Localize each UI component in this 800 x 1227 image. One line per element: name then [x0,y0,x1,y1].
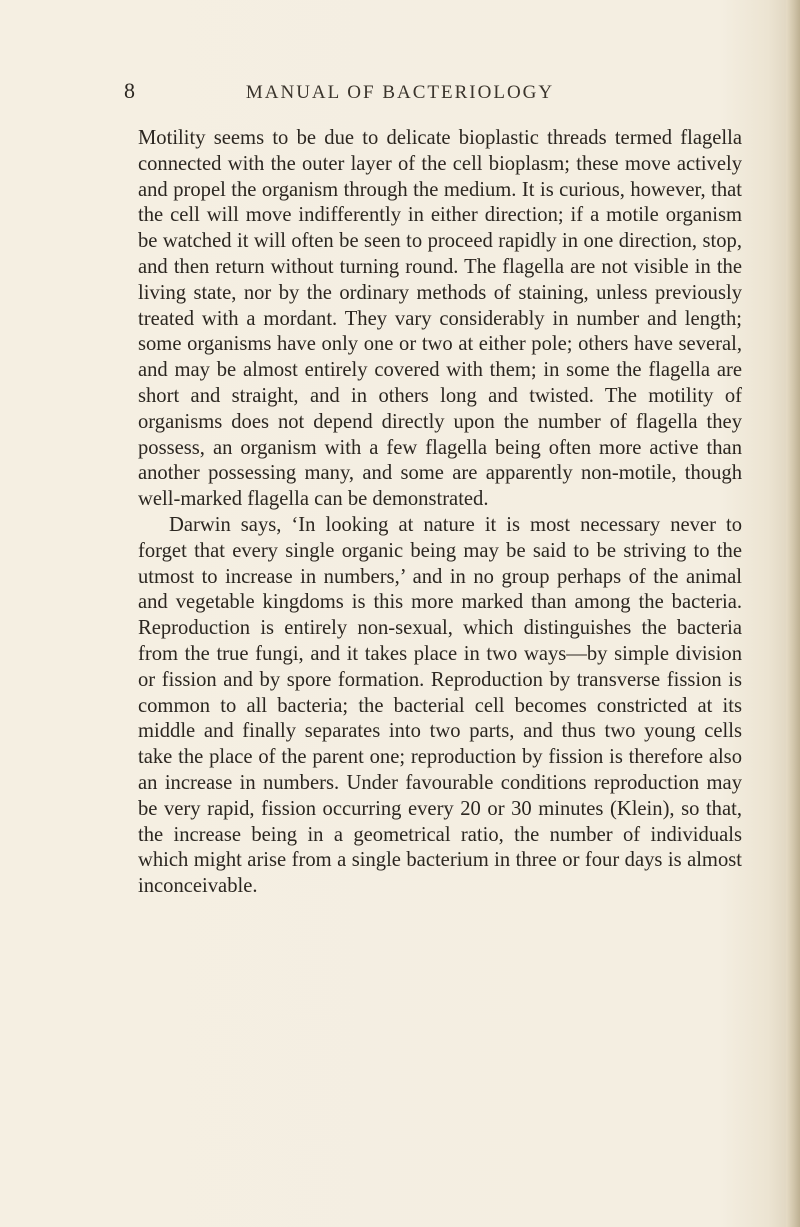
paragraph-motility: Motility seems to be due to delicate bioplastic threads termed flagella connected with the outer layer of the cell bioplasm; these move actively and propel the organism through the medium. It is curious, however, that the cell will move indifferently in either direction; if a motile organism be watched it will often be seen to proceed rapidly in one direction, stop, and then return without turning round. The flagella are not visible in the living state, nor by the ordinary methods of staining, unless previously treated with a mordant. They vary considerably in number and length; some organisms have only one or two at either pole; others have several, and may be almost entirely covered with them; in some the flagella are short and straight, and in others long and twisted. The motility of organisms does not depend directly upon the number of flagella they possess, an organism with a few flagella being often more active than another possessing many, and some are apparently non-motile, though well-marked flagella can be demonstrated. [138,127,742,511]
page-number: 8 [124,78,135,103]
page-edge-shadow [786,0,800,1227]
body-text [138,126,742,900]
running-head: MANUAL OF BACTERIOLOGY [245,82,555,103]
paragraph-reproduction: Darwin says, ‘In looking at nature it is most necessary never to forget that every single organic being may be said to be striving to the utmost to increase in numbers,’ and in no group perhaps of the animal and vegetable kingdoms is this more marked than among the bacteria. Reproduction is entirely non-sexual, which distinguishes the bacteria from the true fungi, and it takes place in two ways—by simple division or fission and by spore formation. Reproduction by transverse fission is common to all bacteria; the bacterial cell becomes constricted at its middle and finally separates into two parts, and thus two young cells take the place of the parent one; reproduction by fission is therefore also an increase in numbers. Under favourable conditions reproduction may be very rapid, fission occurring every 20 or 30 minutes (Klein), so that, the increase being in a geometrical ratio, the number of individuals which might arise from a single bacterium in three or four days is almost inconceivable. [138,513,742,898]
